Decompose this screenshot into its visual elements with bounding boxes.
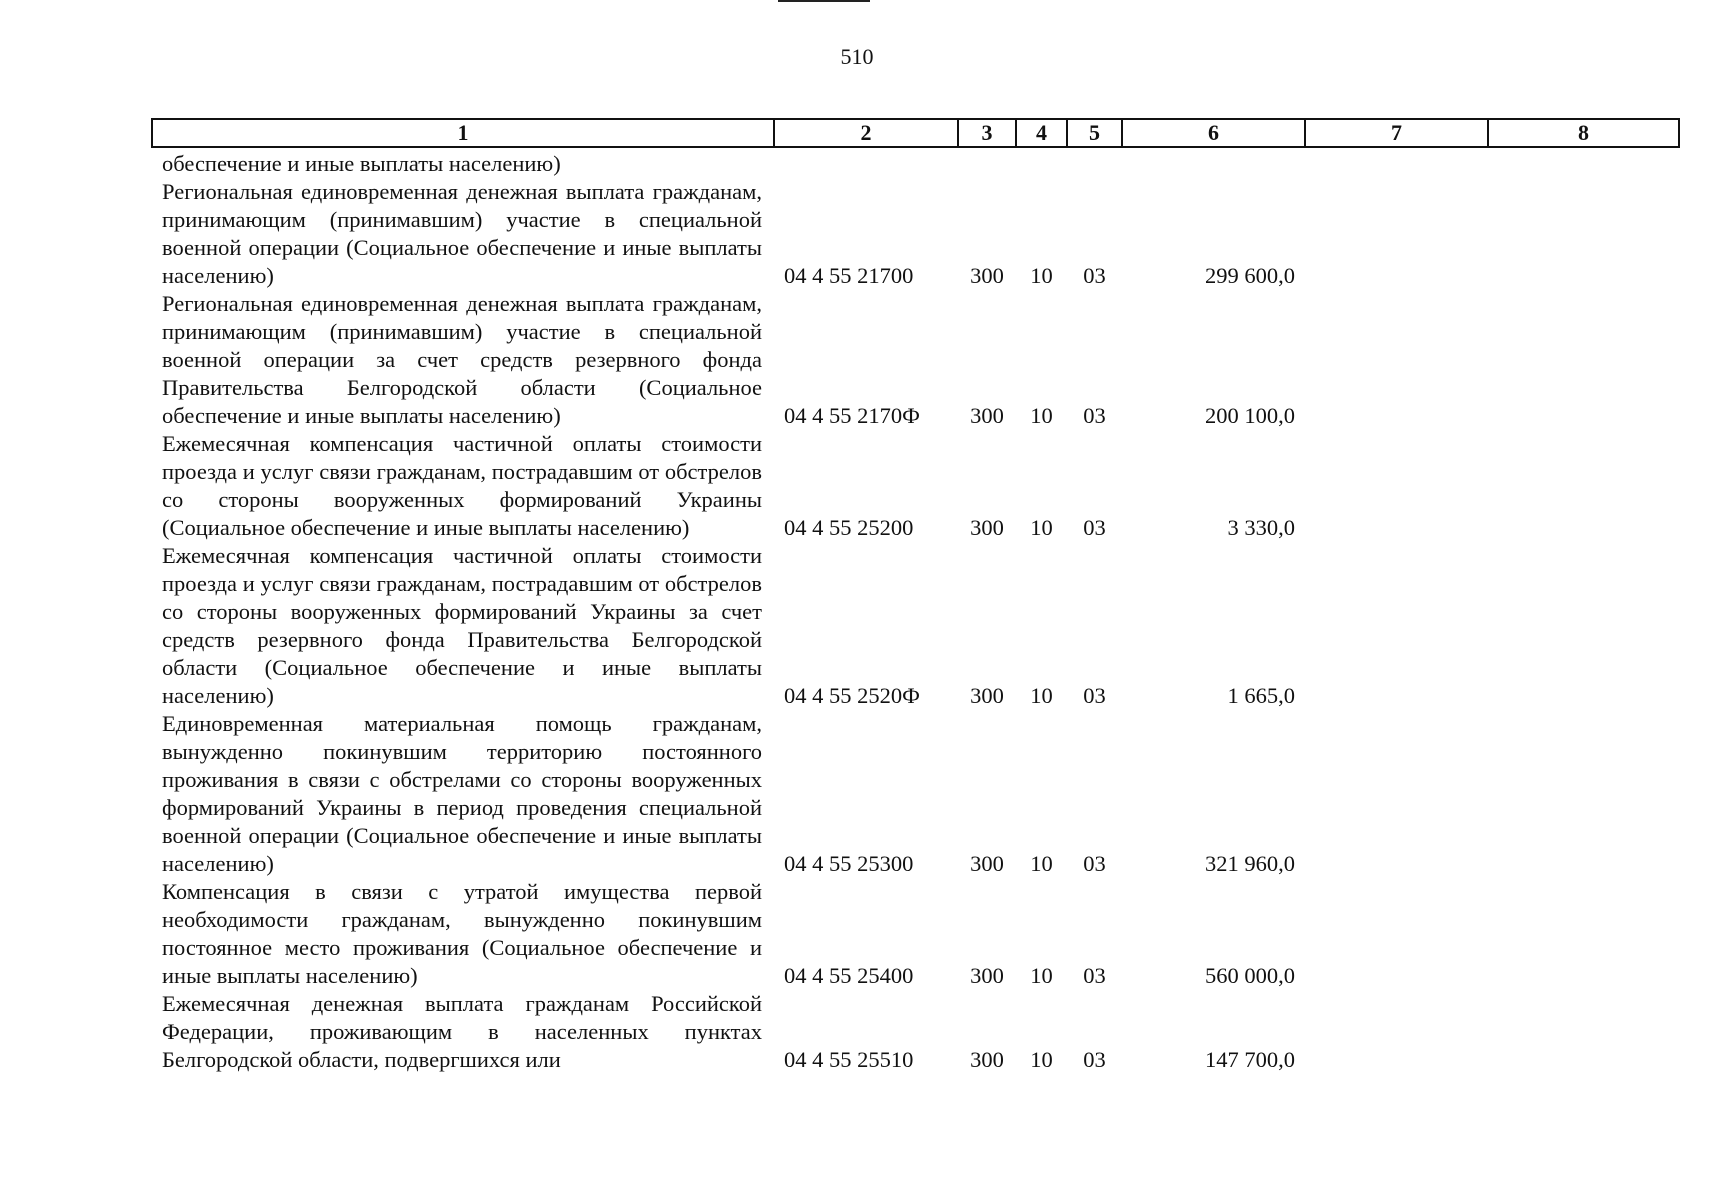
row-col-4: 10 [1030,263,1053,288]
row-col-4 [1016,147,1067,178]
table-row [152,542,1679,710]
row-description: Региональная единовременная денежная выплата гражданам, принимающим (принимавшим) участие в специальной военной операции за счет средств резервного фонда Правительства Белгородской области (Социальное обеспечение и иные выплаты населению) [162,291,762,428]
row-col-5: 03 [1083,403,1106,428]
row-col-5 [1067,147,1122,178]
table-row [152,990,1679,1074]
row-col-4: 10 [1030,963,1053,988]
row-col-4: 10 [1030,1047,1053,1072]
row-code [774,147,958,178]
row-col-7 [1305,430,1488,542]
row-col-7 [1305,990,1488,1074]
row-description: Единовременная материальная помощь гражданам, вынужденно покинувшим территорию постоянного проживания в связи с обстрелами со стороны вооруженных формирований Украины в период проведения специальной военной операции (Социальное обеспечение и иные выплаты населению) [162,711,762,876]
row-code: 04 4 55 25300 [784,851,914,876]
row-amount: 147 700,0 [1205,1047,1295,1072]
table-row [152,178,1679,290]
row-description: Ежемесячная денежная выплата гражданам Российской Федерации, проживающим в населенных пунктах Белгородской области, подвергшихся или [162,991,762,1072]
budget-table [151,118,1680,1074]
row-code: 04 4 55 25400 [784,963,914,988]
row-col-3: 300 [970,683,1004,708]
row-amount: 299 600,0 [1205,263,1295,288]
header-col-3: 3 [958,119,1016,147]
row-amount: 560 000,0 [1205,963,1295,988]
row-amount: 200 100,0 [1205,403,1295,428]
row-col-7 [1305,147,1488,178]
row-col-3 [958,147,1016,178]
header-col-1: 1 [152,119,774,147]
row-description: Ежемесячная компенсация частичной оплаты стоимости проезда и услуг связи гражданам, пострадавшим от обстрелов со стороны вооруженных формирований Украины (Социальное обеспечение и иные выплаты населению) [162,431,762,540]
row-amount: 3 330,0 [1227,515,1295,540]
row-col-5: 03 [1083,851,1106,876]
row-description: Региональная единовременная денежная выплата гражданам, принимающим (принимавшим) участие в специальной военной операции (Социальное обеспечение и иные выплаты населению) [162,179,762,288]
row-col-8 [1488,710,1679,878]
row-col-8 [1488,290,1679,430]
header-col-5: 5 [1067,119,1122,147]
row-col-4: 10 [1030,515,1053,540]
page-number: 510 [840,44,874,69]
row-col-3: 300 [970,963,1004,988]
row-description: Ежемесячная компенсация частичной оплаты стоимости проезда и услуг связи гражданам, пострадавшим от обстрелов со стороны вооруженных формирований Украины за счет средств резервного фонда Правительства Белгородской области (Социальное обеспечение и иные выплаты населению) [162,543,762,708]
row-description: Компенсация в связи с утратой имущества первой необходимости гражданам, вынужденно покинувшим постоянное место проживания (Социальное обеспечение и иные выплаты населению) [162,879,762,988]
row-col-7 [1305,710,1488,878]
row-code: 04 4 55 2520Ф [784,683,920,708]
row-col-4: 10 [1030,403,1053,428]
row-col-7 [1305,178,1488,290]
row-col-8 [1488,990,1679,1074]
row-amount [1122,147,1305,178]
row-col-4: 10 [1030,683,1053,708]
header-col-7: 7 [1305,119,1488,147]
row-col-3: 300 [970,403,1004,428]
row-col-4: 10 [1030,851,1053,876]
row-col-8 [1488,542,1679,710]
row-col-5: 03 [1083,263,1106,288]
row-col-5: 03 [1083,963,1106,988]
row-col-5: 03 [1083,515,1106,540]
row-col-5: 03 [1083,1047,1106,1072]
table-row [152,147,1679,178]
table-row [152,430,1679,542]
row-col-7 [1305,878,1488,990]
row-code: 04 4 55 25510 [784,1047,914,1072]
row-col-3: 300 [970,263,1004,288]
row-col-3: 300 [970,851,1004,876]
table-row [152,290,1679,430]
header-col-8: 8 [1488,119,1679,147]
row-col-3: 300 [970,1047,1004,1072]
header-row [152,119,1679,147]
row-col-7 [1305,290,1488,430]
table-row [152,710,1679,878]
row-col-5: 03 [1083,683,1106,708]
row-col-8 [1488,430,1679,542]
row-col-7 [1305,542,1488,710]
row-amount: 1 665,0 [1227,683,1295,708]
row-col-3: 300 [970,515,1004,540]
row-code: 04 4 55 21700 [784,263,914,288]
row-code: 04 4 55 25200 [784,515,914,540]
header-col-4: 4 [1016,119,1067,147]
row-col-8 [1488,147,1679,178]
row-code: 04 4 55 2170Ф [784,403,920,428]
row-col-8 [1488,178,1679,290]
header-col-6: 6 [1122,119,1305,147]
row-description: обеспечение и иные выплаты населению) [162,151,561,176]
scan-mark [778,0,870,2]
row-amount: 321 960,0 [1205,851,1295,876]
table-row [152,878,1679,990]
header-col-2: 2 [774,119,958,147]
row-col-8 [1488,878,1679,990]
